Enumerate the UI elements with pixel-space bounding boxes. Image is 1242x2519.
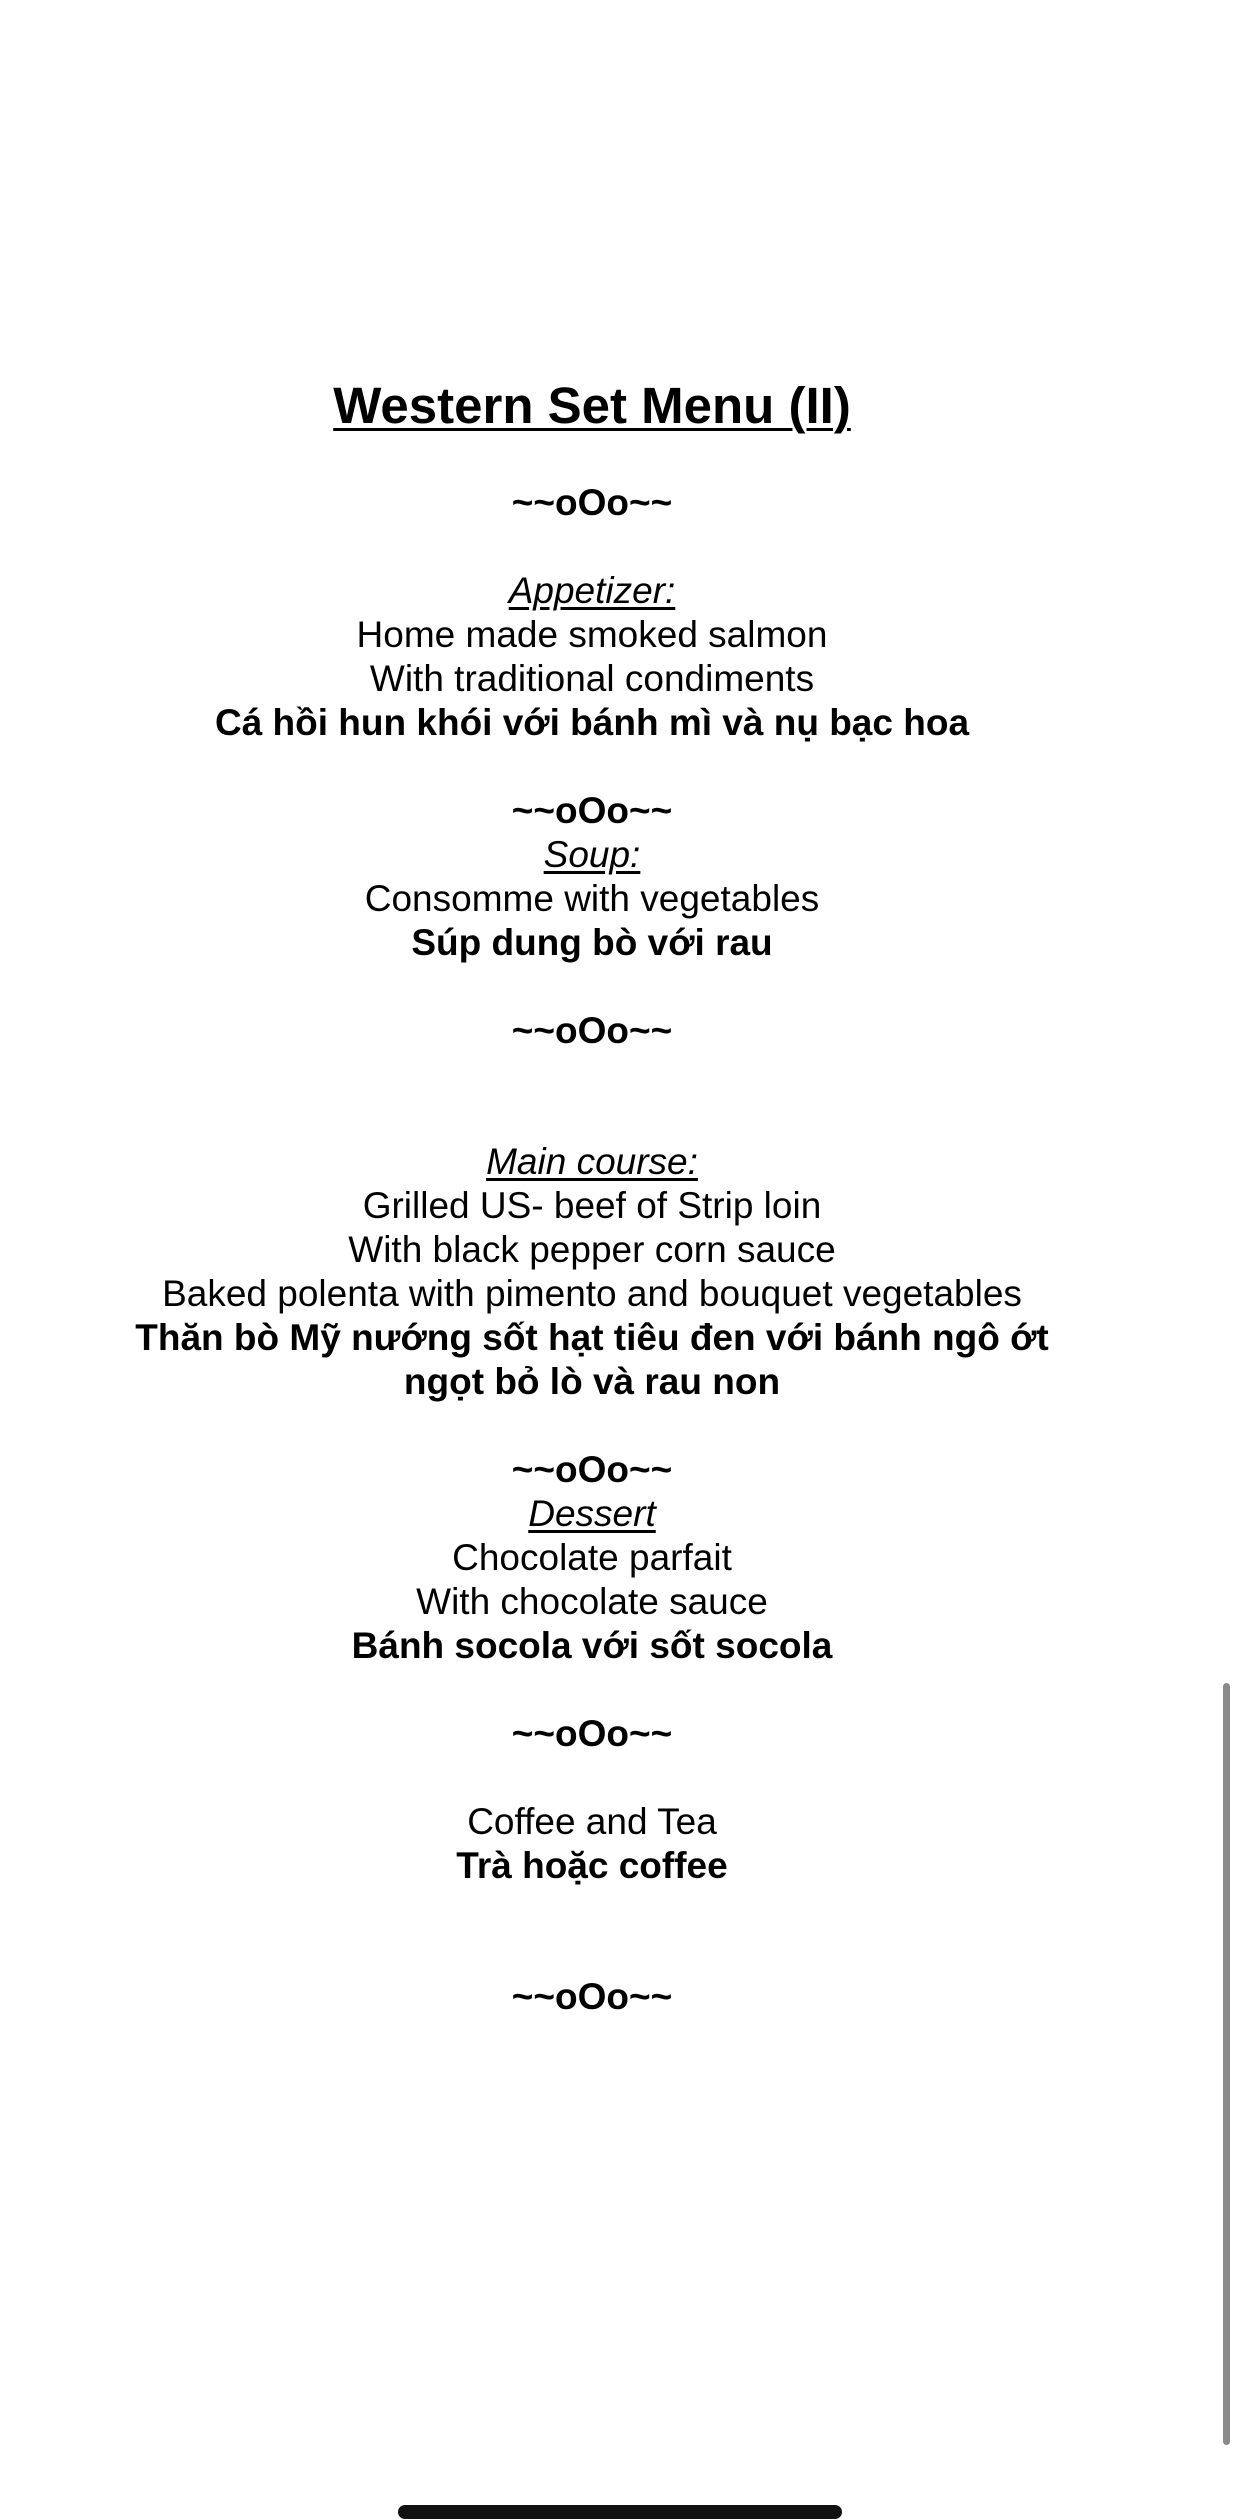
main-course-vietnamese-line: ngọt bỏ lò và rau non: [403, 1361, 781, 1402]
main-course-heading: Main course:: [486, 1141, 698, 1182]
main-course-english-line: Baked polenta with pimento and bouquet vegetables: [162, 1273, 1022, 1314]
appetizer-english-line: With traditional condiments: [369, 658, 815, 699]
separator: ~~oOo~~: [511, 482, 673, 523]
main-course-vietnamese-line: Thăn bò Mỹ nướng sốt hạt tiêu đen với bánh ngô ớt: [135, 1317, 1049, 1358]
menu-title: Western Set Menu (II): [333, 377, 851, 434]
beverage-vietnamese-line: Trà hoặc coffee: [456, 1845, 728, 1886]
separator: ~~oOo~~: [511, 1010, 673, 1051]
soup-heading: Soup:: [543, 834, 641, 875]
vertical-scrollbar[interactable]: [1223, 1683, 1230, 2445]
separator: ~~oOo~~: [511, 1713, 673, 1754]
appetizer-vietnamese-line: Cá hồi hun khói với bánh mì và nụ bạc hoa: [214, 702, 970, 743]
dessert-english-line: With chocolate sauce: [416, 1581, 768, 1622]
soup-english-line: Consomme with vegetables: [364, 878, 820, 919]
separator: ~~oOo~~: [511, 790, 673, 831]
home-indicator[interactable]: [398, 2505, 842, 2519]
beverage-english-line: Coffee and Tea: [467, 1801, 717, 1842]
main-course-english-line: Grilled US- beef of Strip loin: [362, 1185, 822, 1226]
dessert-english-line: Chocolate parfait: [452, 1537, 732, 1578]
dessert-vietnamese-line: Bánh socola với sốt socola: [351, 1625, 833, 1666]
appetizer-heading: Appetizer:: [508, 570, 676, 611]
dessert-heading: Dessert: [528, 1493, 656, 1534]
soup-vietnamese-line: Súp dung bò với rau: [411, 922, 773, 963]
separator: ~~oOo~~: [511, 1449, 673, 1490]
appetizer-english-line: Home made smoked salmon: [356, 614, 828, 655]
separator: ~~oOo~~: [511, 1976, 673, 2017]
main-course-english-line: With black pepper corn sauce: [348, 1229, 836, 1270]
